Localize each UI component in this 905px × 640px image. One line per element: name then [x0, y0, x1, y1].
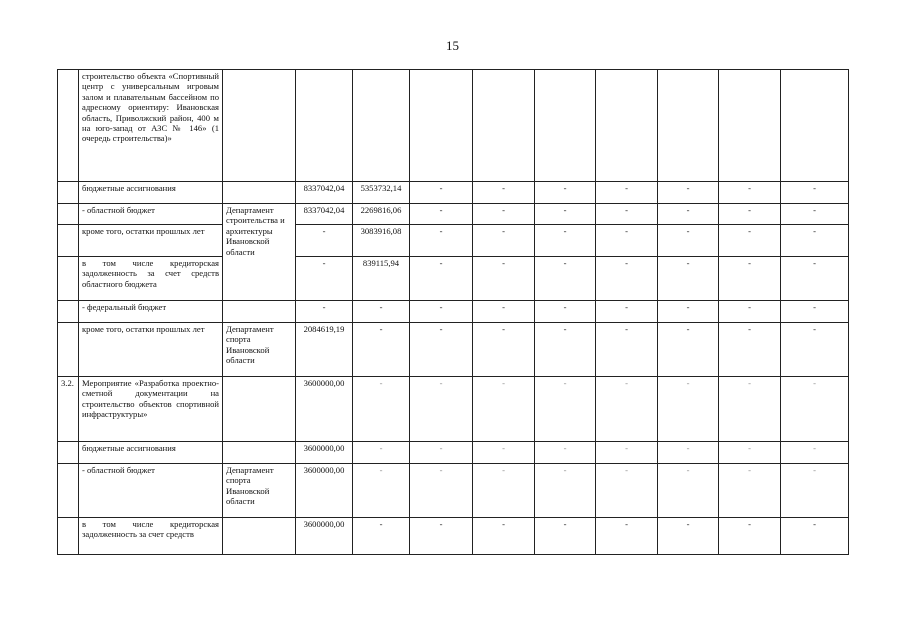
- dash-cell: -: [410, 518, 473, 555]
- cell: [296, 70, 353, 182]
- dash-cell: -: [535, 518, 596, 555]
- dash-cell: -: [658, 442, 719, 464]
- row-index: [58, 518, 79, 555]
- dash-cell: -: [473, 204, 535, 225]
- dash-cell: -: [596, 464, 658, 518]
- cell: [596, 70, 658, 182]
- value-cell: 8337042,04: [296, 204, 353, 225]
- dash-cell: -: [410, 257, 473, 301]
- dash-cell: -: [719, 518, 781, 555]
- table-row: [58, 464, 849, 518]
- cell: [535, 70, 596, 182]
- value-cell: 3083916,08: [353, 225, 410, 257]
- dash-cell: -: [781, 301, 849, 323]
- table-row: [58, 182, 849, 204]
- dash-cell: -: [596, 257, 658, 301]
- value-cell: 2084619,19: [296, 323, 353, 377]
- value-cell: 5353732,14: [353, 182, 410, 204]
- value-cell: 3600000,00: [296, 518, 353, 555]
- dash-cell: -: [535, 182, 596, 204]
- row-description: бюджетные ассигнования: [79, 182, 223, 204]
- row-index: [58, 70, 79, 182]
- dash-cell: -: [781, 182, 849, 204]
- dash-cell: -: [410, 442, 473, 464]
- dash-cell: -: [535, 204, 596, 225]
- dash-cell: -: [658, 257, 719, 301]
- dash-cell: -: [410, 377, 473, 442]
- dash-cell: -: [781, 377, 849, 442]
- row-department: [223, 442, 296, 464]
- dash-cell: -: [658, 323, 719, 377]
- row-department: [223, 70, 296, 182]
- row-department: [223, 301, 296, 323]
- row-description: кроме того, остатки прошлых лет: [79, 323, 223, 377]
- value-cell: -: [353, 464, 410, 518]
- row-index: [58, 464, 79, 518]
- dash-cell: -: [719, 377, 781, 442]
- value-cell: -: [353, 377, 410, 442]
- value-cell: -: [353, 442, 410, 464]
- table-row: [58, 442, 849, 464]
- cell: [719, 70, 781, 182]
- dash-cell: -: [410, 301, 473, 323]
- dash-cell: -: [410, 464, 473, 518]
- dash-cell: -: [719, 464, 781, 518]
- dash-cell: -: [658, 377, 719, 442]
- dash-cell: -: [658, 464, 719, 518]
- row-department: Департамент спорта Ивановской области: [223, 323, 296, 377]
- table-row: [58, 257, 849, 301]
- dash-cell: -: [473, 225, 535, 257]
- dash-cell: -: [596, 301, 658, 323]
- row-description: - областной бюджет: [79, 204, 223, 225]
- dash-cell: -: [781, 442, 849, 464]
- row-department: Департамент спорта Ивановской области: [223, 464, 296, 518]
- row-description: в том числе кредиторская задолженность за счет средств областного бюджета: [79, 257, 223, 301]
- row-index: [58, 301, 79, 323]
- row-index: [58, 323, 79, 377]
- dash-cell: -: [473, 377, 535, 442]
- dash-cell: -: [719, 323, 781, 377]
- dash-cell: -: [473, 182, 535, 204]
- dash-cell: -: [473, 518, 535, 555]
- dash-cell: -: [719, 182, 781, 204]
- dash-cell: -: [596, 182, 658, 204]
- dash-cell: -: [410, 323, 473, 377]
- dash-cell: -: [535, 464, 596, 518]
- value-cell: -: [353, 323, 410, 377]
- dash-cell: -: [781, 518, 849, 555]
- dash-cell: -: [410, 225, 473, 257]
- dash-cell: -: [410, 204, 473, 225]
- dash-cell: -: [473, 323, 535, 377]
- table-row: [58, 70, 849, 182]
- table-row: [58, 377, 849, 442]
- value-cell: 2269816,06: [353, 204, 410, 225]
- dash-cell: -: [781, 225, 849, 257]
- value-cell: 839115,94: [353, 257, 410, 301]
- dash-cell: -: [535, 442, 596, 464]
- row-description: бюджетные ассигнования: [79, 442, 223, 464]
- value-cell: -: [353, 301, 410, 323]
- row-description: - областной бюджет: [79, 464, 223, 518]
- dash-cell: -: [658, 182, 719, 204]
- dash-cell: -: [781, 257, 849, 301]
- dash-cell: -: [719, 257, 781, 301]
- table-row: [58, 518, 849, 555]
- dash-cell: -: [535, 225, 596, 257]
- dash-cell: -: [658, 518, 719, 555]
- value-cell: 8337042,04: [296, 182, 353, 204]
- value-cell: -: [296, 257, 353, 301]
- dash-cell: -: [410, 182, 473, 204]
- row-department: [223, 518, 296, 555]
- row-index: [58, 442, 79, 464]
- value-cell: -: [296, 301, 353, 323]
- cell: [473, 70, 535, 182]
- table-row: [58, 301, 849, 323]
- dash-cell: -: [596, 225, 658, 257]
- dash-cell: -: [719, 225, 781, 257]
- dash-cell: -: [658, 301, 719, 323]
- dash-cell: -: [719, 442, 781, 464]
- value-cell: -: [296, 225, 353, 257]
- cell: [658, 70, 719, 182]
- dash-cell: -: [719, 301, 781, 323]
- dash-cell: -: [473, 257, 535, 301]
- dash-cell: -: [596, 204, 658, 225]
- dash-cell: -: [473, 442, 535, 464]
- dash-cell: -: [596, 323, 658, 377]
- page-number: 15: [446, 38, 459, 53]
- table-row: [58, 225, 849, 257]
- dash-cell: -: [658, 204, 719, 225]
- dash-cell: -: [535, 301, 596, 323]
- row-index: 3.2.: [58, 377, 79, 442]
- row-index: [58, 257, 79, 301]
- row-index: [58, 225, 79, 257]
- dash-cell: -: [781, 464, 849, 518]
- dash-cell: -: [596, 442, 658, 464]
- row-description: кроме того, остатки прошлых лет: [79, 225, 223, 257]
- dash-cell: -: [535, 323, 596, 377]
- row-description: в том числе кредиторская задолженность за счет средств: [79, 518, 223, 555]
- dash-cell: -: [781, 204, 849, 225]
- row-description: строительство объекта «Спортивный центр с универсальным игровым залом и плавательным бассейном по адресному ориентиру: Ивановская область, Приволжский район, 400 м на юго-запад от АЗС № 146» (1 очередь строительства)»: [79, 70, 223, 182]
- cell: [781, 70, 849, 182]
- dash-cell: -: [596, 518, 658, 555]
- cell: [410, 70, 473, 182]
- value-cell: -: [353, 518, 410, 555]
- row-department: [223, 377, 296, 442]
- dash-cell: -: [596, 377, 658, 442]
- dash-cell: -: [781, 323, 849, 377]
- dash-cell: -: [658, 225, 719, 257]
- row-department: Департамент строительства и архитектуры Ивановской области: [223, 204, 296, 301]
- budget-table: [57, 69, 849, 555]
- table-row: [58, 323, 849, 377]
- dash-cell: -: [473, 301, 535, 323]
- value-cell: 3600000,00: [296, 442, 353, 464]
- dash-cell: -: [473, 464, 535, 518]
- dash-cell: -: [535, 257, 596, 301]
- row-description: Мероприятие «Разработка проектно-сметной документации на строительство объектов спортивной инфраструктуры»: [79, 377, 223, 442]
- dash-cell: -: [719, 204, 781, 225]
- row-description: - федеральный бюджет: [79, 301, 223, 323]
- row-index: [58, 182, 79, 204]
- row-department: [223, 182, 296, 204]
- value-cell: 3600000,00: [296, 377, 353, 442]
- dash-cell: -: [535, 377, 596, 442]
- row-index: [58, 204, 79, 225]
- table-row: [58, 204, 849, 225]
- value-cell: 3600000,00: [296, 464, 353, 518]
- cell: [353, 70, 410, 182]
